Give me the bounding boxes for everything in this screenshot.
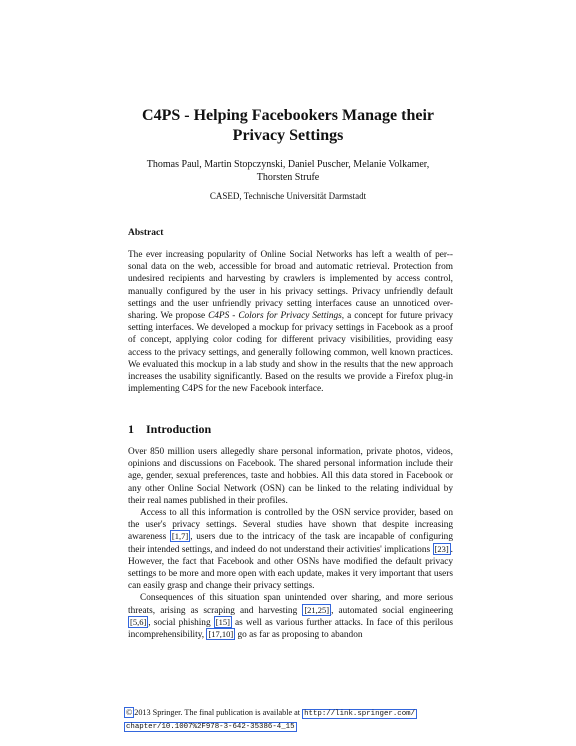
doi-link[interactable]: chapter/10.1007%2F978-3-642-35386-4_15 [126, 723, 295, 731]
citation-link[interactable]: [5,6] [130, 616, 147, 627]
introduction-body [128, 446, 453, 641]
citation-link[interactable]: [21,25] [304, 604, 330, 615]
doi-link[interactable]: http://link.springer.com/ [304, 710, 416, 718]
author-line: Thorsten Strufe [256, 172, 320, 183]
paragraph-text: Access to all this information is controlled by the OSN service provider, based on the user's privacy settings. Several studies have shown that despite increasing awareness [128, 508, 453, 543]
section-number: 1 [128, 422, 134, 436]
paper-title [120, 106, 456, 146]
author-list [120, 158, 456, 184]
paragraph-text: , social phishing [148, 617, 214, 628]
citation-link[interactable]: [23] [434, 543, 449, 554]
paragraph [128, 592, 453, 641]
citation-link[interactable]: [15] [215, 616, 230, 627]
paragraph-text: . However, the fact that Facebook and other OSNs have modified the default privacy settings to be more and more open with each update, makes it very important that users can easily grasp and change their privacy settings. [128, 544, 453, 592]
abstract-body [128, 249, 453, 395]
copyright-footer [124, 707, 454, 733]
section-heading [128, 422, 211, 437]
abstract-emphasis: C4PS - Colors for Privacy Settings [208, 311, 342, 322]
copyright-symbol: © [126, 708, 133, 717]
paragraph [128, 507, 453, 592]
paragraph: Over 850 million users allegedly share personal information, private photos, videos, opinions and discussions on Facebook. The shared personal information include their age, gender, sexual preferences, taste and hobbies. All this data stored in Facebook or any other Online Social Network (OSN) can be linked to the relating individual by their real names published in their profiles. [128, 447, 453, 506]
paragraph-text: , automated social engineering [331, 605, 453, 616]
section-title: Introduction [146, 422, 212, 436]
abstract-heading: Abstract [128, 228, 164, 238]
abstract-text: , a concept for future privacy setting interfaces. We developed a mockup for privacy settings in Facebook as a proof of concept, applying color coding for different privacy visibilities, providing easy access to the privacy settings, and generally following common, well known practices. We evaluated this mockup in a lab study and show in the results that the new approach increases the usability significantly. Based on the results we provide a Firefox plug-in implementing C4PS for the new Facebook interface. [128, 311, 453, 395]
copyright-text: 2013 Springer. The final publication is available at [134, 708, 303, 717]
citation-link[interactable]: [17,10] [208, 629, 234, 640]
abstract-text: The ever increasing popularity of Online Social Networks has left a wealth of per-sonal data on the web, accessible for broad and automatic retrieval. Protection from undesired recipients and harvesting by crawlers is implemented by access control, manually configured by the user in his privacy settings. Privacy unfriendly default settings and the user unfriendly privacy setting interfaces cause an unnoticed over-sharing. We propose [128, 250, 453, 322]
citation-link[interactable]: [1,7] [171, 531, 189, 542]
paragraph-text: Consequences of this situation span unintended over sharing, and more serious threats, arising as scraping and harvesting [128, 593, 453, 616]
author-line: Thomas Paul, Martin Stopczynski, Daniel Puscher, Melanie Volkamer, [146, 159, 430, 170]
paragraph-text: , users due to the intricacy of the task are incapable of configuring their intended settings, and indeed do not understand their activities' implications [128, 532, 453, 555]
paper-title-line: C4PS - Helping Facebookers Manage their [142, 107, 434, 124]
paragraph-text: as well as various further attacks. In face of this perilous incomprehensibility, [128, 617, 453, 641]
paragraph-text: go as far as proposing to abandon [235, 630, 363, 641]
affiliation: CASED, Technische Universität Darmstadt [209, 191, 367, 201]
paper-title-line: Privacy Settings [232, 127, 344, 144]
